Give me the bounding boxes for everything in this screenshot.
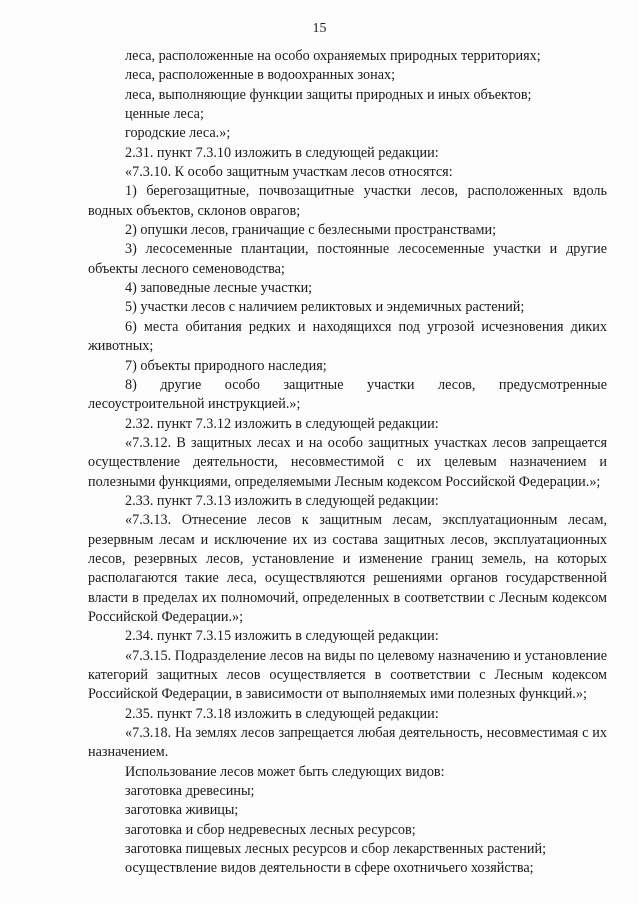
paragraph: «7.3.18. На землях лесов запрещается любая деятельность, несовместимая с их назначением.: [88, 725, 607, 761]
paragraph: заготовка и сбор недревесных лесных ресурсов;: [125, 821, 416, 838]
paragraph: леса, расположенные в водоохранных зонах;: [125, 67, 396, 84]
page-number: 15: [312, 21, 327, 36]
paragraph: заготовка древесины;: [125, 783, 255, 800]
paragraph: 5) участки лесов с наличием реликтовых и эндемичных растений;: [125, 299, 525, 316]
paragraph: 1) берегозащитные, почвозащитные участки лесов, расположенных вдоль водных объектов, склонов оврагов;: [88, 183, 607, 219]
paragraph: 2.32. пункт 7.3.12 изложить в следующей редакции:: [125, 415, 439, 432]
paragraph: «7.3.12. В защитных лесах и на особо защитных участках лесов запрещается осуществление деятельности, несовместимой с их целевым назначением и полезными функциями, определяемыми Лесным кодексом Российской Федерации.»;: [88, 434, 607, 490]
paragraph: заготовка живицы;: [125, 802, 239, 819]
document-body: [88, 47, 607, 879]
paragraph: ценные леса;: [125, 106, 204, 123]
paragraph: 2.34. пункт 7.3.15 изложить в следующей редакции:: [125, 628, 439, 645]
paragraph: 3) лесосеменные плантации, постоянные лесосеменные участки и другие объекты лесного семеноводства;: [88, 241, 607, 277]
paragraph: осуществление видов деятельности в сфере охотничьего хозяйства;: [125, 860, 534, 877]
paragraph: городские леса.»;: [125, 125, 231, 142]
paragraph: 2.33. пункт 7.3.13 изложить в следующей редакции:: [125, 492, 439, 509]
paragraph: 7) объекты природного наследия;: [125, 357, 327, 374]
paragraph: леса, расположенные на особо охраняемых природных территориях;: [125, 48, 541, 64]
paragraph: «7.3.15. Подразделение лесов на виды по целевому назначению и установление категорий защитных лесов осуществляется в соответствии с Лесным кодексом Российской Федерации, в зависимости от выполняемых ими полезных функций.»;: [88, 647, 607, 703]
paragraph: 8) другие особо защитные участки лесов, предусмотренные лесоустроительной инструкцией.»;: [88, 376, 607, 413]
paragraph: 2.31. пункт 7.3.10 изложить в следующей редакции:: [125, 144, 439, 161]
paragraph: 6) места обитания редких и находящихся под угрозой исчезновения диких животных;: [88, 318, 607, 355]
paragraph: «7.3.13. Отнесение лесов к защитным лесам, эксплуатационным лесам, резервным лесам и исключение их из состава защитных лесов, эксплуатационных лесов, резервных лесов, установление и изменение границ земель, на которых располагаются такие леса, осуществляются решениями органов государственной власти в пределах их полномочий, определенных в соответствии с Лесным кодексом Российской Федерации.»;: [88, 512, 607, 625]
paragraph: 4) заповедные лесные участки;: [125, 280, 313, 297]
paragraph: заготовка пищевых лесных ресурсов и сбор лекарственных растений;: [125, 841, 547, 858]
paragraph: «7.3.10. К особо защитным участкам лесов относятся:: [125, 164, 453, 181]
paragraph: Использование лесов может быть следующих видов:: [125, 763, 445, 780]
paragraph: 2.35. пункт 7.3.18 изложить в следующей редакции:: [125, 705, 439, 722]
paragraph: 2) опушки лесов, граничащие с безлесными пространствами;: [125, 222, 497, 239]
paragraph: леса, выполняющие функции защиты природных и иных объектов;: [125, 86, 532, 103]
